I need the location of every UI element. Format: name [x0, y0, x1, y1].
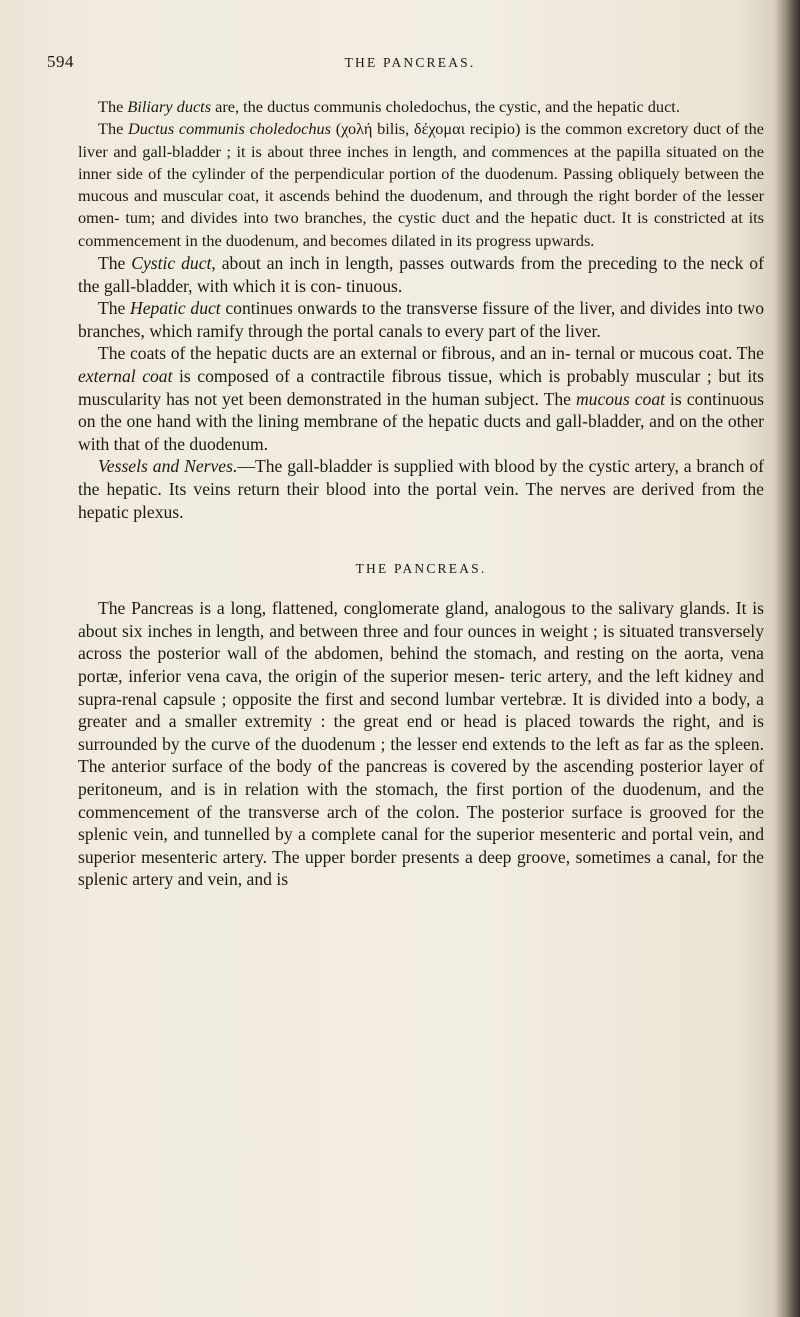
term-vessels-nerves: Vessels and Nerves.	[98, 456, 238, 477]
term-ductus-communis: Ductus communis choledochus	[128, 119, 331, 139]
page-body	[78, 96, 764, 891]
paragraph-biliary-ducts: The Biliary ducts are, the ductus communis choledochus, the cystic, and the hepatic duct.	[98, 97, 680, 116]
running-head: THE PANCREAS.	[344, 55, 476, 70]
paragraph-ductus-communis: The Ductus communis choledochus (χολή bilis, δέχομαι recipio) is the common excretory duct of the liver and gall-bladder ; it is about three inches in length, and commences at the papilla situated on the inner side of the cylinder of the perpendicular portion of the duodenum. Passing obliquely between the mucous and muscular coat, it ascends behind the duodenum, and through the right border of the lesser omen- tum; and divides into two branches, the cystic duct and the hepatic duct. It is constricted at its commencement in the duodenum, and becomes dilated in its progress upwards.	[78, 119, 765, 250]
term-hepatic-duct: Hepatic duct	[130, 298, 221, 319]
term-mucous-coat: mucous coat	[575, 388, 666, 409]
paragraph-coats: The coats of the hepatic ducts are an external or fibrous, and an in- ternal or mucous coat. The external coat is composed of a contractile fibrous tissue, which is probably muscular ; but its muscularity has not yet been demonstrated in the human subject. The mucous coat is continuous on the one hand with the lining membrane of the hepatic ducts and gall-bladder, and on the other with that of the duodenum.	[78, 343, 764, 454]
paragraph-vessels-nerves: Vessels and Nerves.—The gall-bladder is supplied with blood by the cystic artery, a branch of the hepatic. Its veins return their blood into the portal vein. The nerves are derived from the hepatic plexus.	[78, 456, 764, 522]
term-biliary-ducts: Biliary ducts	[127, 97, 212, 116]
term-external-coat: external coat	[78, 366, 173, 387]
page-number: 594	[47, 52, 74, 71]
term-cystic-duct: Cystic duct,	[131, 253, 216, 274]
paragraph-hepatic-duct: The Hepatic duct continues onwards to the transverse fissure of the liver, and divides into two branches, which ramify through the portal canals to every part of the liver.	[78, 298, 764, 341]
paragraph-pancreas: The Pancreas is a long, flattened, conglomerate gland, analogous to the salivary glands. It is about six inches in length, and between three and four ounces in weight ; is situated transversely across the posterior wall of the abdomen, behind the stomach, and resting on the aorta, vena portæ, inferior vena cava, the origin of the superior mesen- teric artery, and the left kidney and supra-renal capsule ; opposite the first and second lumbar vertebræ. It is divided into a body, a greater and a smaller extremity : the great end or head is placed towards the right, and is surrounded by the curve of the duodenum ; the lesser end extends to the left as far as the spleen. The anterior surface of the body of the pancreas is covered by the ascending posterior layer of peritoneum, and is in relation with the stomach, the first portion of the duodenum, and the commencement of the transverse arch of the colon. The posterior surface is grooved for the splenic vein, and tunnelled by a complete canal for the superior mesenteric and portal vein, and superior mesenteric artery. The upper border presents a deep groove, sometimes a canal, for the splenic artery and vein, and is	[78, 598, 764, 890]
page-spine-shadow	[774, 0, 800, 1317]
section-title: THE PANCREAS.	[355, 561, 487, 577]
page-header	[0, 52, 800, 76]
paragraph-cystic-duct: The Cystic duct, about an inch in length, passes outwards from the preceding to the neck of the gall-bladder, with which it is con- tinuous.	[78, 253, 764, 296]
